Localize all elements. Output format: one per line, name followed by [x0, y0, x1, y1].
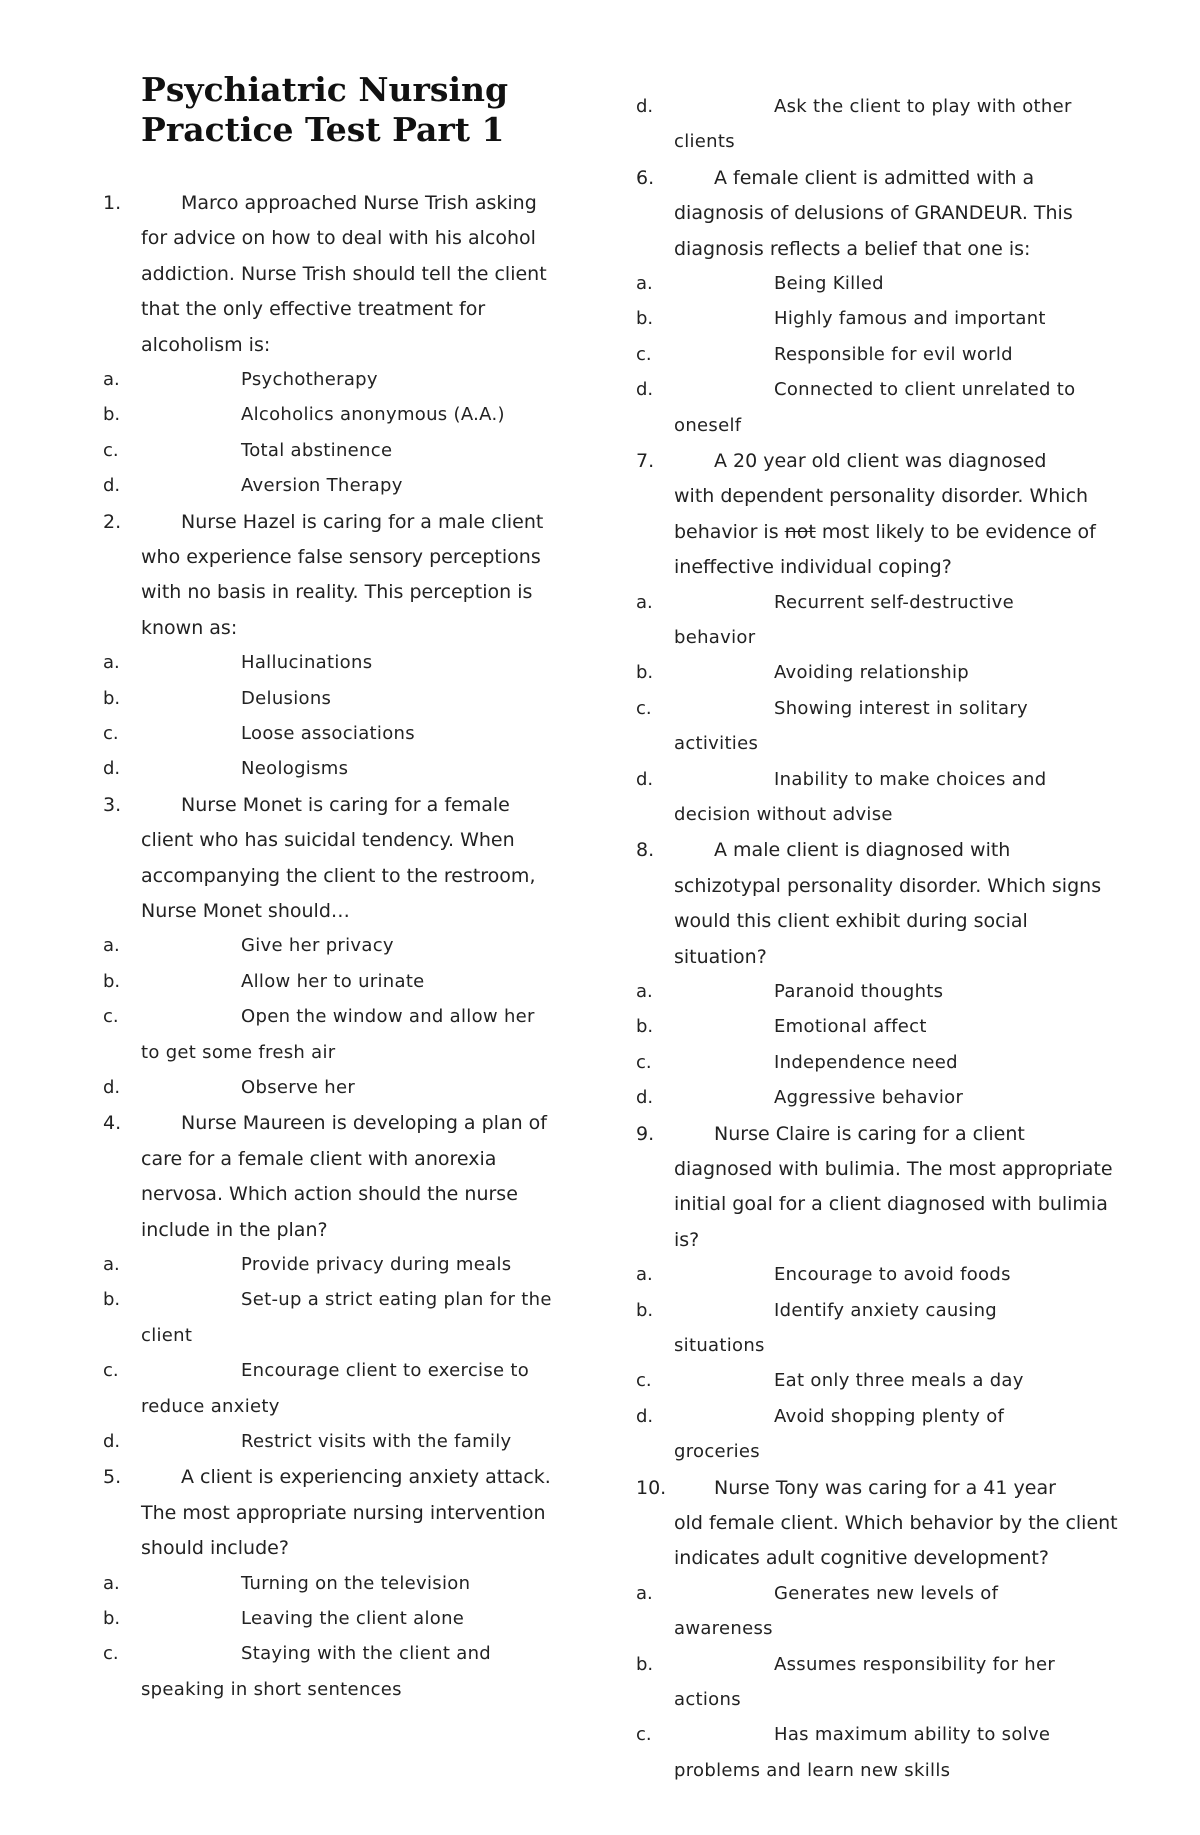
- option-letter: b.: [636, 662, 654, 684]
- option-text-line: Assumes responsibility for her: [774, 1653, 1056, 1675]
- option-letter: d.: [636, 379, 654, 401]
- option-text-line: Turning on the television: [241, 1572, 471, 1594]
- option-text-line: Identify anxiety causing: [774, 1299, 998, 1321]
- option-letter: b.: [636, 1653, 654, 1675]
- option-letter: c.: [636, 343, 652, 365]
- question-text-line: accompanying the client to the restroom,: [141, 864, 536, 887]
- option-text-line: Allow her to urinate: [241, 970, 425, 992]
- question-text-line: old female client. Which behavior by the client: [674, 1512, 1118, 1534]
- option-text-line: Alcoholics anonymous (A.A.): [241, 404, 505, 426]
- question-text-line: Nurse Monet is caring for a female: [181, 793, 510, 816]
- title-line-2: Practice Test Part 1: [141, 110, 505, 149]
- option-letter: d.: [636, 768, 654, 790]
- question-number: 8.: [636, 839, 655, 862]
- option-letter: d.: [103, 1431, 121, 1452]
- option-letter: b.: [636, 1016, 654, 1038]
- option-text-line: Independence need: [774, 1051, 958, 1073]
- option-text-line: Restrict visits with the family: [241, 1431, 512, 1452]
- option-text-line: Avoid shopping plenty of: [774, 1405, 1005, 1427]
- option-text-line: Hallucinations: [241, 652, 373, 674]
- question-number: 3.: [103, 793, 122, 816]
- option-letter: a.: [636, 1582, 653, 1604]
- question-text-line: is?: [674, 1228, 700, 1251]
- option-text-line: Avoiding relationship: [774, 662, 970, 684]
- question-number: 9.: [636, 1122, 655, 1145]
- option-letter: d.: [636, 1087, 654, 1109]
- question-text-line: A male client is diagnosed with: [714, 839, 1011, 862]
- question-text-line: would this client exhibit during social: [674, 910, 1028, 933]
- question-text-line: Nurse Claire is caring for a client: [714, 1122, 1025, 1145]
- option-letter: a.: [103, 652, 120, 674]
- question-text-line: Marco approached Nurse Trish asking: [181, 192, 537, 214]
- question-text-line: client who has suicidal tendency. When: [141, 829, 515, 852]
- question-number: 1.: [103, 192, 122, 214]
- option-text-line: behavior: [674, 627, 756, 648]
- option-text-line: Psychotherapy: [241, 369, 378, 390]
- option-text-line: Responsible for evil world: [774, 343, 1013, 365]
- option-text-line: Emotional affect: [774, 1016, 927, 1038]
- page-title: [141, 70, 601, 150]
- question-number: 7.: [636, 450, 655, 472]
- option-text-line: client: [141, 1324, 193, 1346]
- option-text-line: Provide privacy during meals: [241, 1254, 512, 1275]
- option-letter: a.: [636, 1264, 653, 1286]
- question-text-line: schizotypal personality disorder. Which signs: [674, 874, 1102, 897]
- question-text-line: A female client is admitted with a: [714, 166, 1035, 189]
- option-letter: c.: [103, 1360, 119, 1382]
- question-text-line: who experience false sensory perceptions: [141, 546, 541, 568]
- option-text-line: Loose associations: [241, 723, 415, 744]
- option-text-line: Set-up a strict eating plan for the: [241, 1289, 552, 1311]
- question-text-line: Nurse Maureen is developing a plan of: [181, 1112, 547, 1135]
- option-text-line: Recurrent self-destructive: [774, 591, 1014, 613]
- title-line-1: Psychiatric Nursing: [141, 70, 509, 109]
- question-number: 2.: [103, 510, 122, 533]
- option-text-line: Neologisms: [241, 758, 349, 780]
- question-text-line: alcoholism is:: [141, 333, 271, 356]
- option-text-line: Paranoid thoughts: [774, 981, 944, 1002]
- option-letter: b.: [636, 1299, 654, 1321]
- option-letter: a.: [636, 591, 653, 613]
- option-letter: b.: [103, 970, 121, 992]
- option-letter: c.: [103, 723, 119, 744]
- option-letter: a.: [636, 273, 653, 294]
- option-letter: b.: [103, 1608, 121, 1629]
- question-text-line: known as:: [141, 616, 238, 639]
- question-text-line: Nurse Hazel is caring for a male client: [181, 510, 544, 533]
- question-number: 4.: [103, 1112, 122, 1135]
- question-text-line: with no basis in reality. This perception is: [141, 581, 533, 604]
- option-text-line: actions: [674, 1689, 741, 1710]
- question-text-line: behavior is not most likely to be evidence of: [674, 520, 1096, 543]
- question-text-line: A 20 year old client was diagnosed: [714, 450, 1047, 472]
- option-letter: d.: [636, 96, 654, 117]
- option-text-line: groceries: [674, 1441, 760, 1463]
- option-text-line: speaking in short sentences: [141, 1678, 402, 1700]
- question-text-line: diagnosis reflects a belief that one is:: [674, 237, 1031, 260]
- option-letter: d.: [103, 475, 121, 497]
- option-text-line: Give her privacy: [241, 935, 394, 957]
- option-letter: c.: [103, 1643, 119, 1665]
- question-number: 5.: [103, 1466, 122, 1489]
- option-text-line: situations: [674, 1335, 765, 1356]
- option-text-line: problems and learn new skills: [674, 1759, 951, 1781]
- option-text-line: Ask the client to play with other: [774, 96, 1072, 117]
- question-text-line: The most appropriate nursing intervention: [141, 1501, 546, 1524]
- option-text-line: Being Killed: [774, 273, 884, 294]
- question-text-line: ineffective individual coping?: [674, 556, 952, 579]
- option-letter: a.: [103, 1572, 120, 1594]
- option-letter: a.: [636, 981, 653, 1002]
- option-text-line: Total abstinence: [241, 439, 393, 461]
- option-text-line: Observe her: [241, 1077, 356, 1098]
- question-text-line: that the only effective treatment for: [141, 298, 486, 321]
- option-text-line: to get some fresh air: [141, 1041, 336, 1063]
- question-text-line: nervosa. Which action should the nurse: [141, 1183, 518, 1206]
- option-text-line: Showing interest in solitary: [774, 697, 1028, 719]
- question-text-line: diagnosed with bulimia. The most appropriate: [674, 1158, 1113, 1180]
- question-number: 6.: [636, 166, 655, 189]
- option-text-line: Open the window and allow her: [241, 1006, 535, 1028]
- option-text-line: decision without advise: [674, 804, 893, 825]
- option-text-line: Aggressive behavior: [774, 1087, 964, 1109]
- option-text-line: Delusions: [241, 687, 332, 709]
- option-letter: d.: [636, 1405, 654, 1427]
- option-letter: c.: [636, 1370, 652, 1392]
- question-text-line: initial goal for a client diagnosed with bulimia: [674, 1193, 1108, 1216]
- option-text-line: clients: [674, 131, 735, 153]
- option-letter: c.: [103, 439, 119, 461]
- option-text-line: Eat only three meals a day: [774, 1370, 1024, 1392]
- question-text-line: for advice on how to deal with his alcohol: [141, 227, 536, 250]
- question-text-line: include in the plan?: [141, 1218, 328, 1241]
- option-text-line: oneself: [674, 414, 742, 436]
- option-text-line: Aversion Therapy: [241, 475, 403, 497]
- question-text-line: indicates adult cognitive development?: [674, 1547, 1049, 1570]
- option-text-line: Inability to make choices and: [774, 768, 1047, 790]
- option-letter: b.: [103, 1289, 121, 1311]
- option-letter: d.: [103, 758, 121, 780]
- option-letter: d.: [103, 1077, 121, 1098]
- option-letter: b.: [636, 308, 654, 330]
- question-text-line: Nurse Tony was caring for a 41 year: [714, 1476, 1056, 1499]
- option-letter: c.: [103, 1006, 119, 1028]
- question-text-line: A client is experiencing anxiety attack.: [181, 1466, 551, 1489]
- option-text-line: activities: [674, 733, 759, 755]
- option-letter: b.: [103, 404, 121, 426]
- option-text-line: Encourage client to exercise to: [241, 1360, 530, 1382]
- option-letter: a.: [103, 1254, 120, 1275]
- option-letter: c.: [636, 1724, 652, 1746]
- question-number: 10.: [636, 1476, 667, 1499]
- option-text-line: Encourage to avoid foods: [774, 1264, 1011, 1286]
- option-text-line: Highly famous and important: [774, 308, 1046, 330]
- question-text-line: diagnosis of delusions of GRANDEUR. This: [674, 202, 1073, 225]
- option-text-line: Connected to client unrelated to: [774, 379, 1076, 401]
- question-text-line: Nurse Monet should…: [141, 900, 350, 922]
- option-letter: c.: [636, 1051, 652, 1073]
- option-letter: c.: [636, 697, 652, 719]
- option-text-line: Has maximum ability to solve: [774, 1724, 1051, 1746]
- option-text-line: Generates new levels of: [774, 1582, 999, 1604]
- option-text-line: awareness: [674, 1618, 773, 1640]
- option-text-line: Staying with the client and: [241, 1643, 492, 1665]
- option-letter: a.: [103, 935, 120, 957]
- question-text-line: should include?: [141, 1537, 289, 1560]
- question-text-line: addiction. Nurse Trish should tell the client: [141, 262, 547, 285]
- question-text-line: care for a female client with anorexia: [141, 1147, 497, 1170]
- option-text-line: Leaving the client alone: [241, 1608, 465, 1629]
- option-text-line: reduce anxiety: [141, 1395, 280, 1417]
- question-text-line: situation?: [674, 945, 767, 968]
- question-text-line: with dependent personality disorder. Which: [674, 485, 1089, 508]
- option-letter: a.: [103, 369, 120, 390]
- option-letter: b.: [103, 687, 121, 709]
